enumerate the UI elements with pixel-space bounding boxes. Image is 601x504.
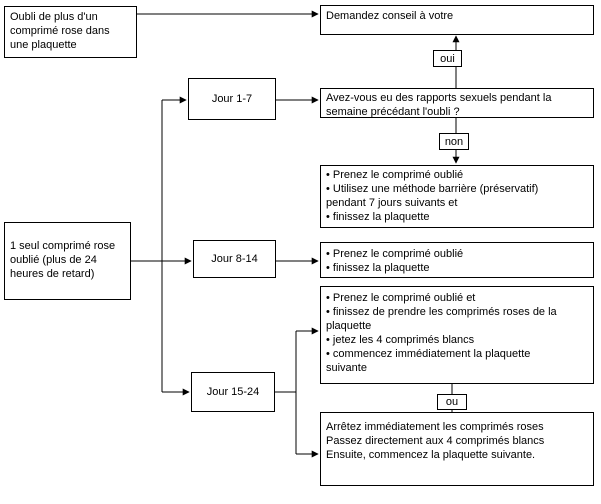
- box-line: • Prenez le comprimé oublié et: [326, 292, 476, 304]
- box-forgot-pink-pill: [4, 6, 137, 58]
- box-instructions-day-1-7: [320, 165, 594, 228]
- label-ou: [437, 394, 467, 410]
- box-line: • Prenez le comprimé oublié: [326, 248, 464, 260]
- box-line: • jetez les 4 comprimés blancs: [326, 334, 475, 346]
- box-line: suivante: [326, 362, 367, 374]
- box-line: oublié (plus de 24: [10, 254, 97, 266]
- box-line: heures de retard): [10, 268, 95, 280]
- box-line: • Utilisez une méthode barrière (préservatif): [326, 183, 539, 195]
- box-instructions-day-8-14: [320, 242, 594, 278]
- label-ou-text: ou: [445, 396, 459, 408]
- box-line: pendant 7 jours suivants et: [326, 197, 458, 209]
- box-seek-advice: [320, 5, 594, 35]
- label-non-text: non: [444, 135, 464, 148]
- box-day-8-14: [193, 240, 276, 278]
- box-line: Demandez conseil à votre: [326, 10, 454, 22]
- box-sex-question: [320, 88, 594, 118]
- box-line: comprimé rose dans: [10, 25, 110, 37]
- box-line: Ensuite, commencez la plaquette suivante.: [326, 449, 536, 461]
- box-line: 1 seul comprimé rose: [10, 240, 116, 252]
- day-15-24-label: Jour 15-24: [206, 386, 260, 398]
- label-oui: [433, 50, 462, 67]
- label-non: [439, 133, 469, 150]
- box-instructions-day-15-24-a: [320, 286, 594, 384]
- box-line: • finissez la plaquette: [326, 211, 430, 223]
- box-line: semaine précédant l'oubli ?: [326, 106, 460, 118]
- box-line: • Prenez le comprimé oublié: [326, 169, 464, 181]
- box-line: plaquette: [326, 320, 372, 332]
- box-line: • commencez immédiatement la plaquette: [326, 348, 531, 360]
- box-day-1-7: [188, 78, 276, 120]
- day-8-14-label: Jour 8-14: [211, 253, 258, 265]
- box-line: Oubli de plus d'un: [10, 11, 98, 23]
- box-line: une plaquette: [10, 39, 77, 51]
- box-line: Avez-vous eu des rapports sexuels pendant la: [326, 92, 552, 104]
- box-line: Arrêtez immédiatement les comprimés roses: [326, 421, 544, 433]
- box-instructions-day-15-24-b: [320, 412, 594, 486]
- box-line: • finissez la plaquette: [326, 262, 430, 274]
- box-line: Passez directement aux 4 comprimés blancs: [326, 435, 545, 447]
- box-day-15-24: [191, 372, 275, 412]
- label-oui-text: oui: [440, 52, 455, 65]
- day-1-7-label: Jour 1-7: [211, 93, 253, 105]
- box-line: • finissez de prendre les comprimés roses de la: [326, 306, 557, 318]
- box-one-pill-late: [4, 222, 131, 300]
